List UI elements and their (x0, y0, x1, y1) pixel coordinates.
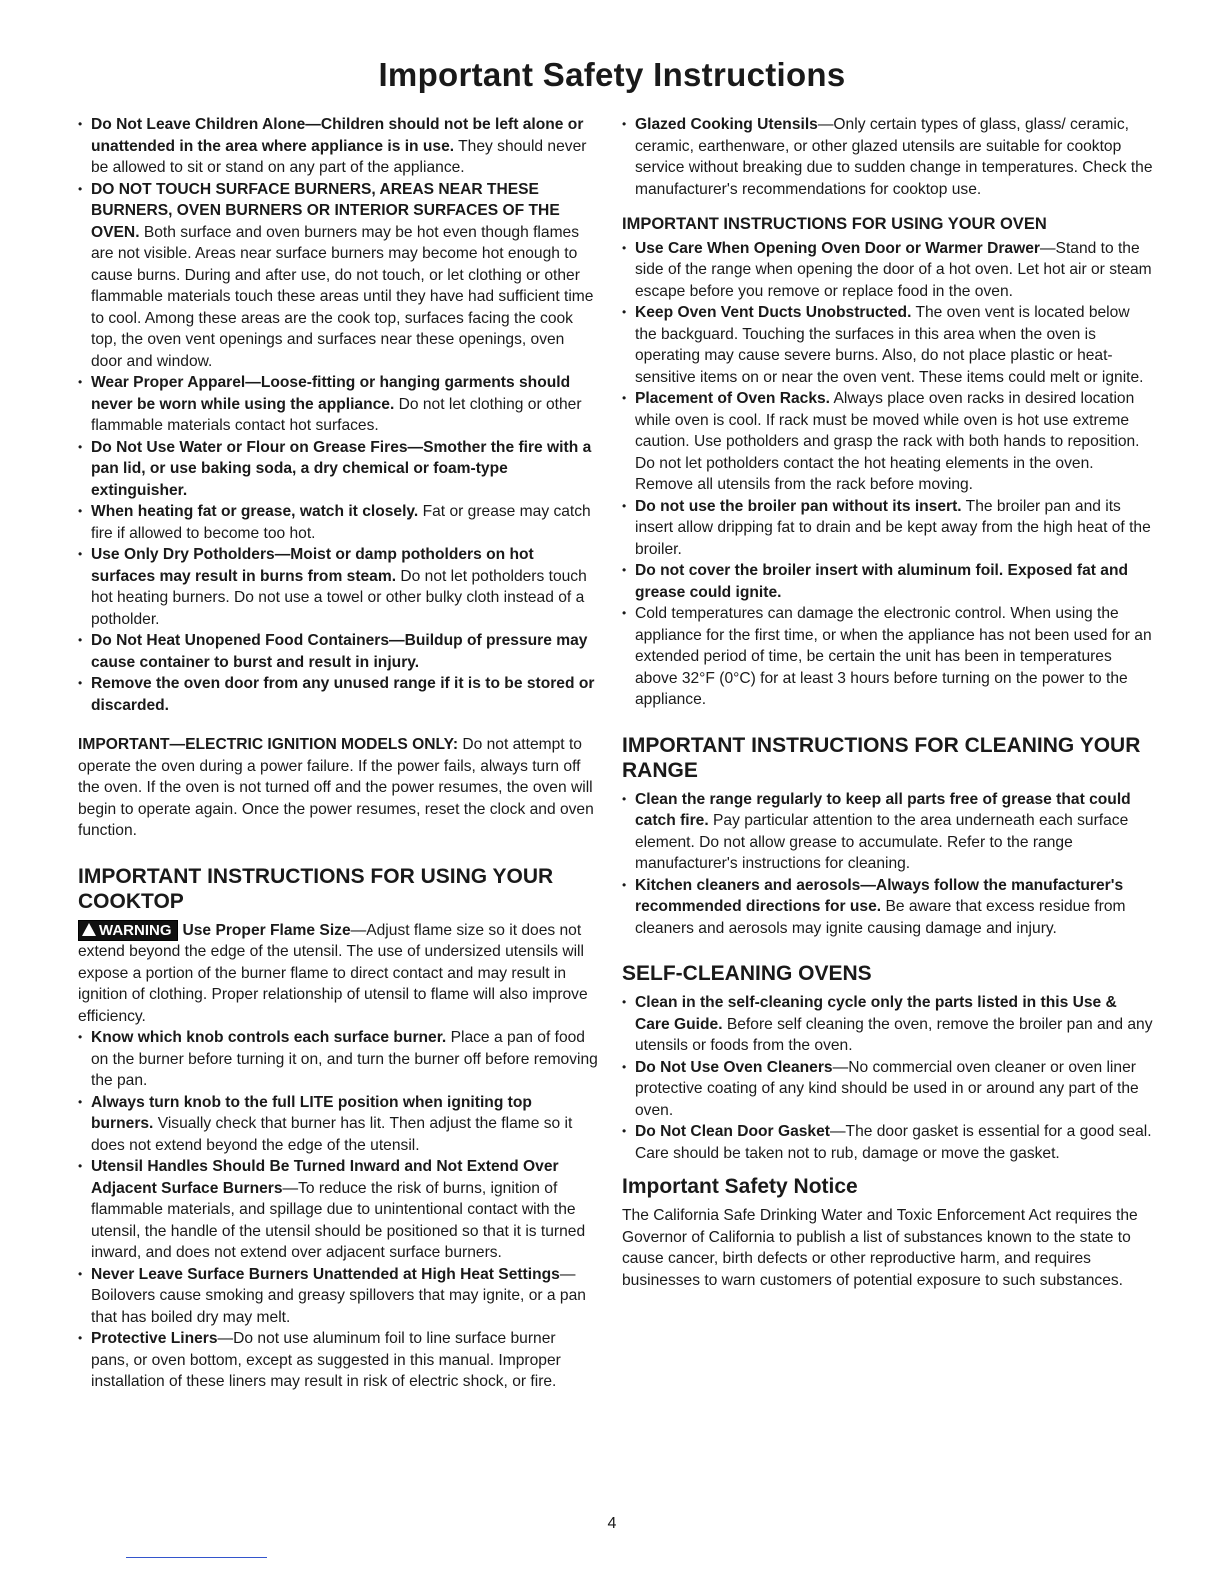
glazed-utensils-list (622, 114, 1154, 200)
self-cleaning-list (622, 992, 1154, 1164)
self-cleaning-heading: SELF-CLEANING OVENS (622, 962, 872, 985)
list-item: • DO NOT TOUCH SURFACE BURNERS, AREAS NEAR THESE BURNERS, OVEN BURNERS OR INTERIOR SURFACES OF THE OVEN. Both surface and oven burners may be hot even though flames are not visible. Areas near surface burners may become hot enough to cause burns. During and after use, do not touch, or let clothing or other flammable materials touch these areas until they have had sufficient time to cool. Among these areas are the cook top, surfaces facing the cook top, the oven vent openings and surfaces near these openings, oven door and window. (78, 179, 598, 373)
list-item: • Cold temperatures can damage the electronic control. When using the appliance for the first time, or when the appliance has not been used for an extended period of time, be certain the unit has been in temperatures above 32°F (0°C) for at least 3 hours before turning on the power to the appliance. (622, 603, 1154, 711)
cleaning-heading: IMPORTANT INSTRUCTIONS FOR CLEANING YOUR RANGE (622, 733, 1141, 782)
list-item: • Protective Liners—Do not use aluminum foil to line surface burner pans, or oven bottom, except as suggested in this manual. Improper installation of these liners may result in risk of electric shock, or fire. (78, 1328, 598, 1393)
list-item: • Do Not Use Oven Cleaners—No commercial oven cleaner or oven liner protective coating of any kind should be used in or around any part of the oven. (622, 1057, 1154, 1122)
list-item: • Remove the oven door from any unused range if it is to be stored or discarded. (78, 673, 598, 716)
list-item: • Clean the range regularly to keep all parts free of grease that could catch fire. Pay particular attention to the area underneath each surface element. Do not allow grease to accumulate. Refer to the range manufacturer's instructions for cleaning. (622, 789, 1154, 875)
list-item: • Do not cover the broiler insert with aluminum foil. Exposed fat and grease could ignite. (622, 560, 1154, 603)
list-item: • Use Care When Opening Oven Door or Warmer Drawer—Stand to the side of the range when opening the door of a hot oven. Let hot air or steam escape before you remove or replace food in the oven. (622, 238, 1154, 303)
cleaning-list (622, 789, 1154, 940)
flame-size-warning: WARNING Use Proper Flame Size—Adjust flame size so it does not extend beyond the edge of the utensil. The use of undersized utensils will expose a portion of the burner flame to direct contact and may result in ignition of clothing. Proper relationship of utensil to flame will also improve efficiency. (78, 921, 588, 1025)
list-item: • Use Only Dry Potholders—Moist or damp potholders on hot surfaces may result in burns from steam. Do not let potholders touch hot heating burners. Do not use a towel or other bulky cloth instead of a potholder. (78, 544, 598, 630)
cooktop-list (78, 1027, 598, 1393)
page-title: Important Safety Instructions (378, 56, 846, 93)
list-item: • Utensil Handles Should Be Turned Inward and Not Extend Over Adjacent Surface Burners—To reduce the risk of burns, ignition of flammable materials, and spillage due to unintentional contact with the utensil, the handle of the utensil should be positioned so that it is turned inward, and does not extend over adjacent surface burners. (78, 1156, 598, 1264)
list-item: • Clean in the self-cleaning cycle only the parts listed in this Use & Care Guide. Before self cleaning the oven, remove the broiler pan and any utensils or foods from the oven. (622, 992, 1154, 1057)
cooktop-heading: IMPORTANT INSTRUCTIONS FOR USING YOUR COOKTOP (78, 864, 554, 913)
oven-list (622, 238, 1154, 711)
list-item: • Kitchen cleaners and aerosols—Always follow the manufacturer's recommended directions for use. Be aware that excess residue from cleaners and aerosols may ignite causing damage and injury. (622, 875, 1154, 940)
list-item: • Do Not Use Water or Flour on Grease Fires—Smother the fire with a pan lid, or use baking soda, a dry chemical or foam-type extinguisher. (78, 437, 598, 502)
list-item: • Keep Oven Vent Ducts Unobstructed. The oven vent is located below the backguard. Touching the surfaces in this area when the oven is operating may cause severe burns. Also, do not place plastic or heat-sensitive items on or near the oven vent. These items could melt or ignite. (622, 302, 1154, 388)
oven-heading: IMPORTANT INSTRUCTIONS FOR USING YOUR OVEN (622, 215, 1047, 233)
list-item: • When heating fat or grease, watch it closely. Fat or grease may catch fire if allowed to become too hot. (78, 501, 598, 544)
list-item: • Do not use the broiler pan without its insert. The broiler pan and its insert allow dripping fat to drain and be kept away from the high heat of the broiler. (622, 496, 1154, 561)
list-item: • Do Not Leave Children Alone—Children should not be left alone or unattended in the area where appliance is in use. They should never be allowed to sit or stand on any part of the appliance. (78, 114, 598, 179)
list-item: • Know which knob controls each surface burner. Place a pan of food on the burner before turning it on, and turn the burner off before removing the pan. (78, 1027, 598, 1092)
right-column (622, 114, 1154, 1291)
list-item: • Do Not Heat Unopened Food Containers—Buildup of pressure may cause container to burst and result in injury. (78, 630, 598, 673)
electric-ignition-note: IMPORTANT—ELECTRIC IGNITION MODELS ONLY: Do not attempt to operate the oven during a power failure. If the power fails, always turn off the oven. If the oven is not turned off and the power resumes, the oven will begin to operate again. Once the power resumes, reset the clock and oven function. (78, 736, 594, 839)
list-item: • Never Leave Surface Burners Unattended at High Heat Settings—Boilovers cause smoking and greasy spillovers that may ignite, or a pan that has boiled dry may melt. (78, 1264, 598, 1329)
list-item: • Always turn knob to the full LITE position when igniting top burners. Visually check that burner has lit. Then adjust the flame so it does not extend beyond the edge of the utensil. (78, 1092, 598, 1157)
general-safety-list (78, 114, 598, 716)
footer-divider (126, 1557, 267, 1558)
left-column (78, 114, 598, 1393)
list-item: • Wear Proper Apparel—Loose-fitting or hanging garments should never be worn while using the appliance. Do not let clothing or other flammable materials contact hot surfaces. (78, 372, 598, 437)
list-item: • Do Not Clean Door Gasket—The door gasket is essential for a good seal. Care should be taken not to rub, damage or move the gasket. (622, 1121, 1154, 1164)
safety-notice-heading: Important Safety Notice (622, 1175, 858, 1198)
list-item: • Placement of Oven Racks. Always place oven racks in desired location while oven is cool. If rack must be moved while oven is hot use extreme caution. Use potholders and grasp the rack with both hands to reposition. Do not let potholders contact the hot heating elements in the oven. Remove all utensils from the rack before moving. (622, 388, 1154, 496)
warning-triangle-icon (82, 923, 96, 936)
safety-notice-text: The California Safe Drinking Water and Toxic Enforcement Act requires the Governor of California to publish a list of substances known to the state to cause cancer, birth defects or other reproductive harm, and requires businesses to warn customers of potential exposure to such substances. (622, 1207, 1138, 1289)
page-number: 4 (607, 1515, 617, 1532)
list-item: • Glazed Cooking Utensils—Only certain types of glass, glass/ ceramic, ceramic, earthenware, or other glazed utensils are suitable for cooktop service without breaking due to sudden change in temperatures. Check the manufacturer's recommendations for cooktop use. (622, 114, 1154, 200)
warning-badge: WARNING (78, 920, 178, 941)
